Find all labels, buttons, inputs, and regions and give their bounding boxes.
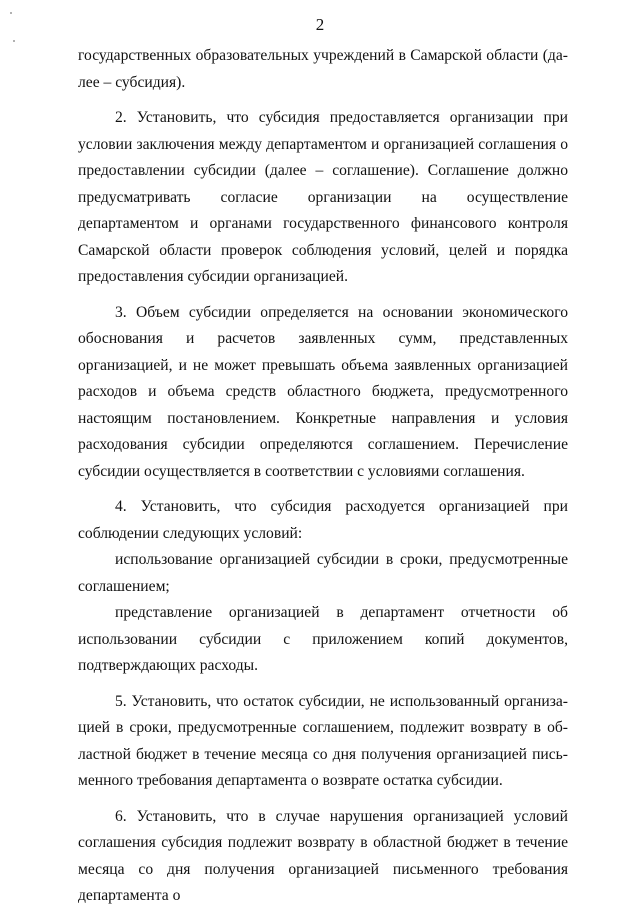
paragraph-2: 2. Установить, что субсидия предоставляется организации при условии заключения между департаментом и организацией соглашения о предоставлении субсидии (далее – соглашение). Соглашение должно предусматривать согласие организации на осуществление департаментом и органами государственного финансового контроля Самарской области проверок соблюдения условий, целей и порядка предоставления субсидии организацией.: [78, 109, 568, 285]
scan-speck: [13, 40, 15, 42]
paragraph-5: 5. Установить, что остаток субсидии, не использованный организацией в сроки, предусмотренные соглашением, подлежит возврату в областной бюджет в течение месяца со дня получения организацией письменного требования департамента о возврате остатка субсидии.: [78, 692, 568, 789]
paragraph-6: 6. Установить, что в случае нарушения организацией условий соглашения субсидия подлежит возврату в областной бюджет в течение месяца со дня получения организацией письменного требования департамента о: [78, 807, 568, 904]
paragraph-3: 3. Объем субсидии определяется на основании экономического обоснования и расчетов заявленных сумм, представленных организацией, и не может превышать объема заявленных организацией расходов и объема средств областного бюджета, предусмотренного настоящим постановлением. Конкретные направления и условия расходования субсидии определяются соглашением. Перечисление субсидии осуществляется в соответствии с условиями соглашения.: [78, 303, 568, 480]
paragraph-continuation: государственных образовательных учреждений в Самарской области (далее – субсидия).: [78, 47, 568, 91]
paragraph-4: 4. Установить, что субсидия расходуется организацией при соблюдении следующих условий:: [78, 498, 568, 542]
page-number: 2: [315, 15, 325, 34]
condition-item-1: использование организацией субсидии в сроки, предусмотренные соглашением;: [78, 551, 568, 595]
body-text: [78, 43, 568, 910]
condition-item-2: представление организацией в департамент отчетности об использовании субсидии с приложением копий документов, подтверждающих расходы.: [78, 604, 568, 674]
